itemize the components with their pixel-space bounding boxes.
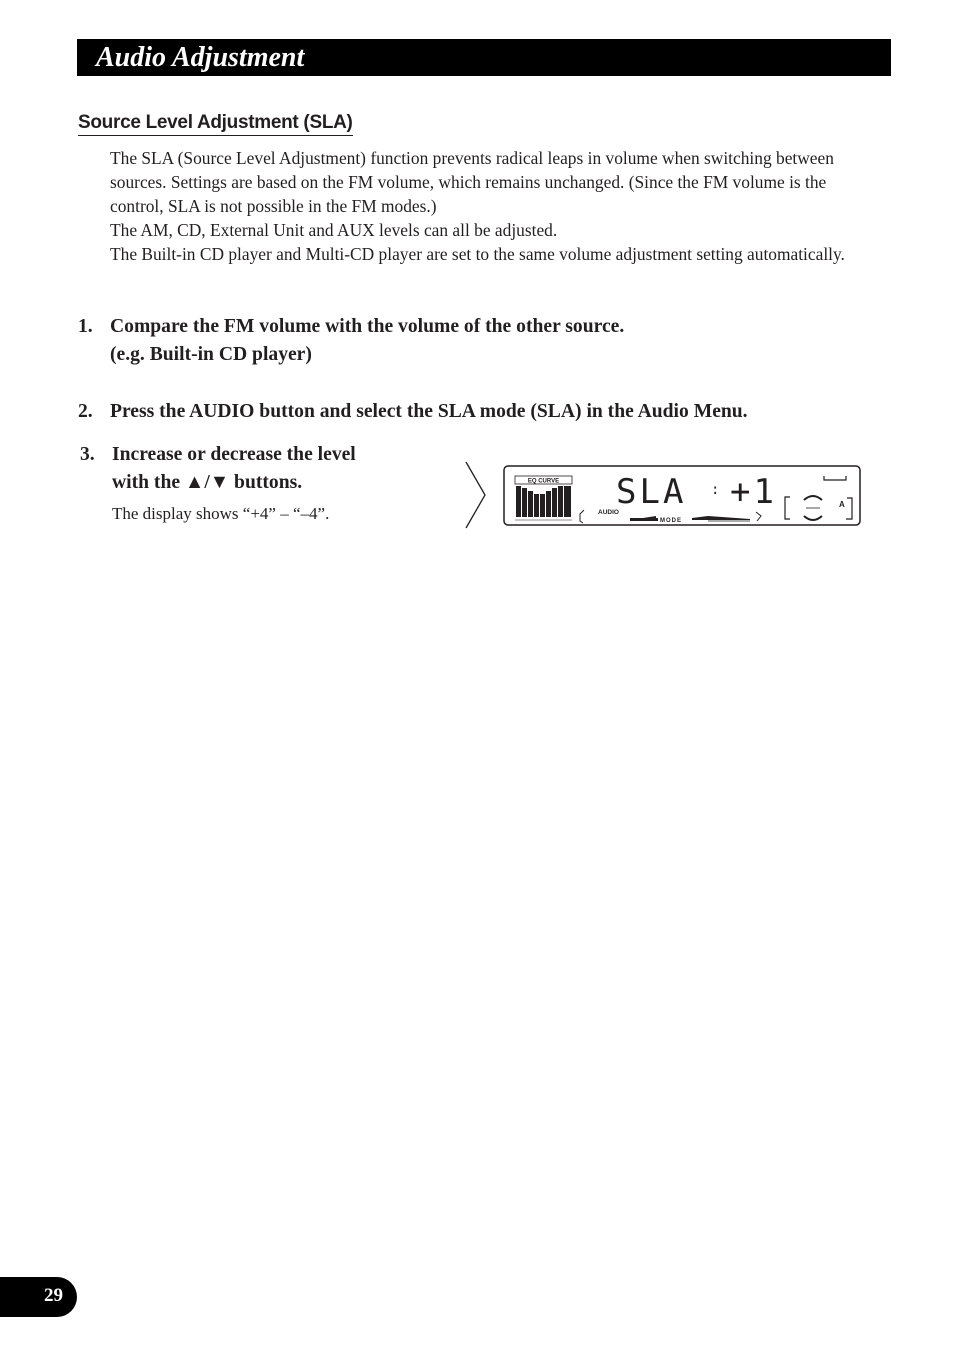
intro-paragraph: The SLA (Source Level Adjustment) function prevents radical leaps in volume when switching between sources. Settings are based on the FM volume, which remains unchanged. (Since the FM volume is the control, SLA is not possible in the FM modes.) [110, 148, 834, 216]
step-number: 1. [78, 316, 93, 337]
step-number: 2. [78, 401, 93, 422]
lcd-main-text: SLA [616, 472, 687, 512]
page-number-tab [0, 1277, 77, 1317]
pointer-arrow-icon [466, 462, 485, 528]
lcd-separator: : [711, 482, 720, 498]
lcd-corner-letter: A [839, 500, 845, 509]
step-note: The display shows “+4” – “–4”. [112, 504, 330, 523]
lcd-value-text: +1 [730, 472, 777, 512]
step-text: (e.g. Built-in CD player) [110, 344, 312, 365]
title-bar [77, 39, 891, 76]
step-text: Increase or decrease the level [112, 444, 356, 465]
intro-paragraph: The AM, CD, External Unit and AUX levels can all be adjusted. [110, 220, 558, 240]
step-2 [78, 398, 898, 428]
step-text: with the ▲/▼ buttons. [112, 472, 303, 493]
lcd-display-illustration [464, 458, 864, 535]
step-text: Compare the FM volume with the volume of the other source. [110, 316, 625, 337]
mode-label: MODE [660, 518, 682, 524]
step-number: 3. [80, 444, 95, 465]
eq-curve-label: EQ CURVE [527, 478, 560, 485]
page-number: 29 [44, 1285, 63, 1306]
intro-paragraph: The Built-in CD player and Multi-CD player are set to the same volume adjustment setting automatically. [110, 244, 845, 264]
intro-text [110, 146, 870, 266]
step-1 [78, 313, 878, 373]
page-title: Audio Adjustment [96, 42, 305, 73]
step-text: Press the AUDIO button and select the SLA mode (SLA) in the Audio Menu. [110, 401, 748, 422]
audio-label: AUDIO [598, 509, 619, 516]
section-heading: Source Level Adjustment (SLA) [78, 112, 353, 136]
